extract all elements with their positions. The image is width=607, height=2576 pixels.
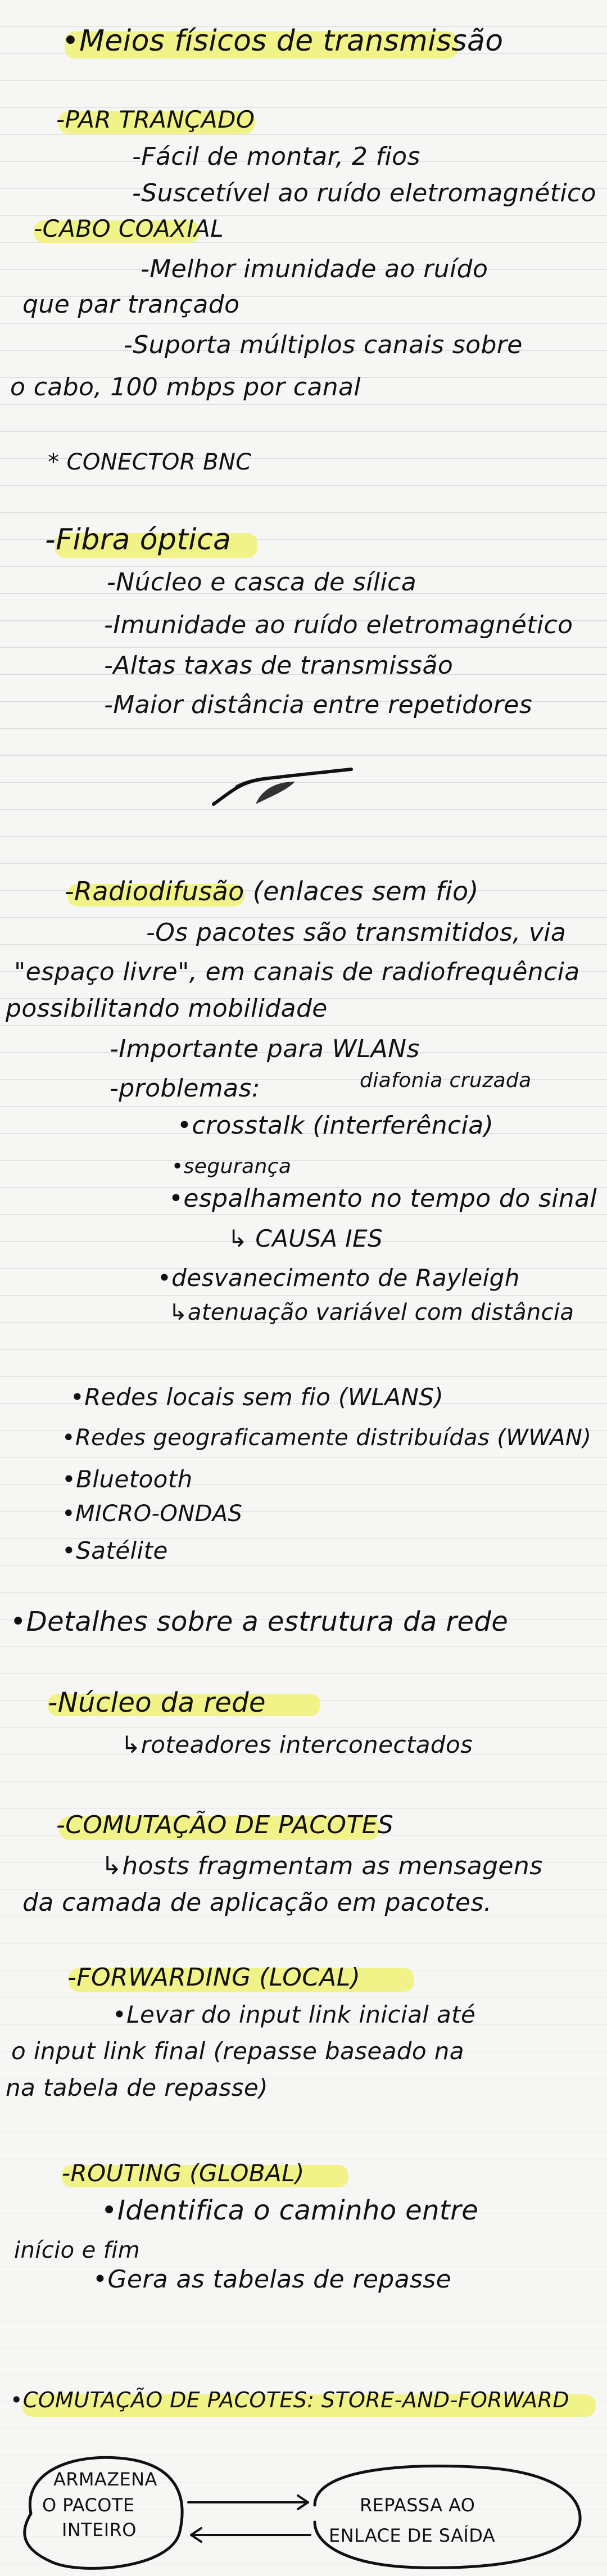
text-line: o cabo, 100 mbps por canal — [10, 373, 361, 401]
title: •Meios físicos de transmissão — [62, 24, 504, 58]
text-line: •Bluetooth — [62, 1465, 193, 1493]
text-line: -Os pacotes são transmitidos, via — [146, 918, 567, 947]
text-line: •desvanecimento de Rayleigh — [157, 1264, 520, 1292]
diagram-label-right-1: REPASSA AO — [360, 2494, 475, 2516]
diagram-label-right-2: ENLACE DE SAÍDA — [329, 2525, 496, 2546]
text-line: •MICRO-ONDAS — [62, 1501, 243, 1527]
heading-comutacao: -COMUTAÇÃO DE PACOTES — [56, 1811, 394, 1839]
text-line: -Melhor imunidade ao ruído — [141, 255, 488, 283]
text-line: -Imunidade ao ruído eletromagnético — [104, 611, 573, 639]
text-line: possibilitando mobilidade — [6, 994, 328, 1023]
heading-nucleo: -Núcleo da rede — [48, 1687, 266, 1718]
text-line: •Gera as tabelas de repasse — [93, 2265, 452, 2294]
scribble-doodle — [208, 742, 360, 821]
text-line: •Identifica o caminho entre — [101, 2195, 479, 2226]
text-line: •segurança — [171, 1155, 292, 1178]
heading-par-trancado: -PAR TRANÇADO — [56, 106, 255, 133]
text-line: * CONECTOR BNC — [48, 449, 252, 475]
text-line: início e fim — [14, 2237, 141, 2263]
text-line: -Maior distância entre repetidores — [104, 691, 533, 719]
text-line: diafonia cruzada — [360, 1069, 532, 1092]
text-line: •Levar do input link inicial até — [112, 2001, 476, 2028]
diagram-label-left-2: O PACOTE — [42, 2494, 135, 2516]
text-line: -Suscetível ao ruído eletromagnético — [132, 179, 596, 207]
diagram-label-left-3: INTEIRO — [62, 2519, 137, 2541]
text-line: -Importante para WLANs — [110, 1035, 420, 1063]
text-line: na tabela de repasse) — [6, 2074, 268, 2101]
text-line: •Redes locais sem fio (WLANS) — [70, 1383, 444, 1411]
text-line: ↳hosts fragmentam as mensagens — [101, 1852, 543, 1880]
heading-routing: -ROUTING (GLOBAL) — [62, 2159, 305, 2187]
text-line: -Fácil de montar, 2 fios — [132, 142, 420, 171]
heading-cabo-coaxial: -CABO COAXIAL — [34, 215, 224, 242]
heading-fibra-optica: -Fibra óptica — [45, 523, 232, 557]
text-line: o input link final (repasse baseado na — [11, 2037, 464, 2065]
text-line: •espalhamento no tempo do sinal — [169, 1184, 597, 1213]
store-forward-diagram — [0, 2435, 607, 2576]
text-line: que par trançado — [22, 290, 240, 319]
text-line: •Satélite — [62, 1537, 168, 1564]
section-store-and-forward: •COMUTAÇÃO DE PACOTES: STORE-AND-FORWARD — [10, 2388, 570, 2412]
text-line: -problemas: — [110, 1074, 261, 1103]
text-line: •Redes geograficamente distribuídas (WWAN) — [62, 1425, 592, 1451]
section-detalhes: •Detalhes sobre a estrutura da rede — [10, 1606, 509, 1637]
text-line: ↳atenuação variável com distância — [169, 1300, 574, 1325]
text-line: da camada de aplicação em pacotes. — [22, 1888, 492, 1917]
heading-forwarding: -FORWARDING (LOCAL) — [67, 1963, 361, 1992]
diagram-label-left-1: ARMAZENA — [53, 2469, 157, 2490]
text-line: ↳ CAUSA IES — [228, 1225, 383, 1252]
text-line: "espaço livre", em canais de radiofrequência — [14, 958, 580, 986]
text-line: -Núcleo e casca de sílica — [107, 568, 417, 597]
text-line: -Suporta múltiplos canais sobre — [124, 331, 523, 359]
text-line: •crosstalk (interferência) — [177, 1111, 494, 1140]
heading-radiodifusao: -Radiodifusão (enlaces sem fio) — [65, 876, 479, 906]
text-line: -Altas taxas de transmissão — [104, 651, 454, 680]
text-line: ↳roteadores interconectados — [121, 1731, 473, 1758]
